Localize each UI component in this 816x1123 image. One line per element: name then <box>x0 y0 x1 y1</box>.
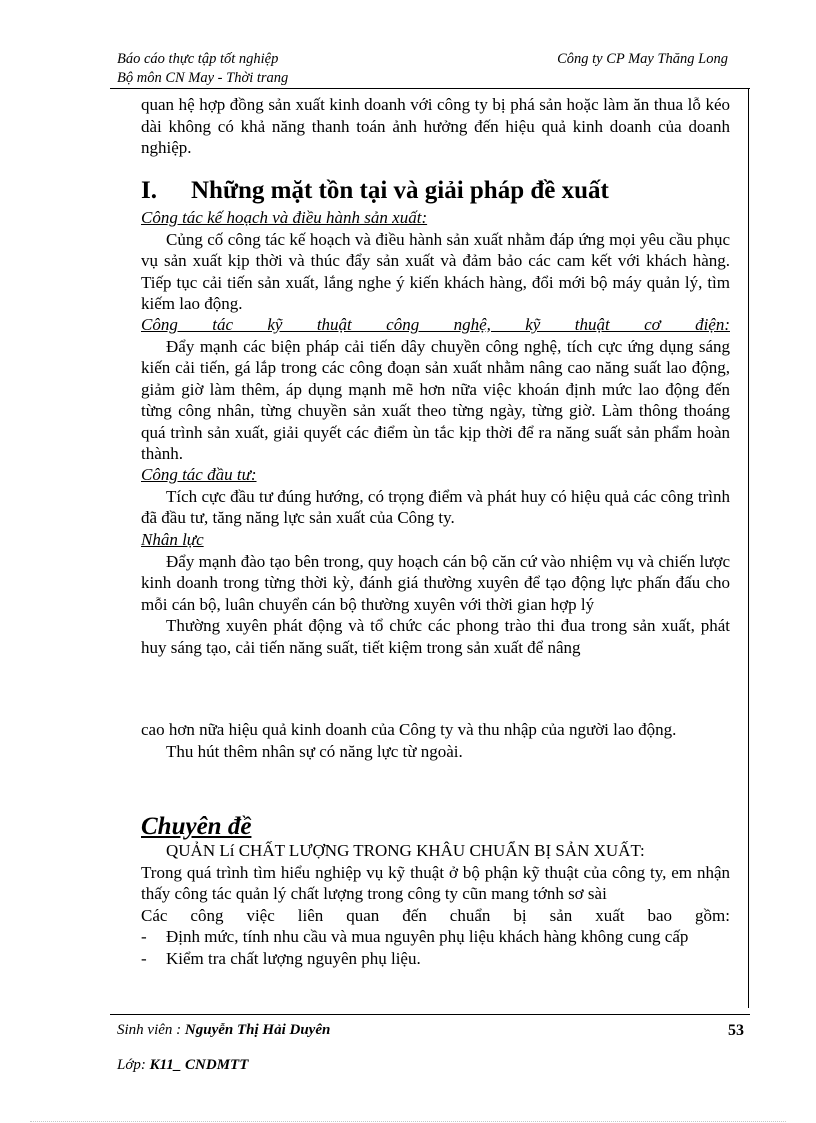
paragraph: Đẩy mạnh đào tạo bên trong, quy hoạch cán bộ căn cứ vào nhiệm vụ và chiến lược kinh doanh trong từng thời kỳ, đánh giá thường xuyên để tạo động lực phấn đấu cho mỗi cán bộ, luân chuyển cán bộ thường xuyên với thời gian hợp lý <box>141 551 730 614</box>
section-title: Những mặt tồn tại và giải pháp đề xuất <box>191 177 609 204</box>
subsection-hr <box>141 529 730 658</box>
class-value: K11_ CNDMTT <box>149 1057 249 1073</box>
student-name: Nguyễn Thị Hải Duyên <box>184 1022 331 1038</box>
footer-class <box>117 1056 248 1075</box>
subsection-planning <box>141 207 730 315</box>
bullet-dash: - <box>141 927 147 946</box>
list-item <box>141 926 730 948</box>
paragraph: Trong quá trình tìm hiểu nghiệp vụ kỹ thuật ở bộ phận kỹ thuật của công ty, em nhận thấy công tác quản lý chất lượng trong công ty cũn mang tớnh sơ sài <box>141 862 730 903</box>
paragraph: Tích cực đầu tư đúng hướng, có trọng điểm và phát huy có hiệu quả các công trình đã đầu tư, tăng năng lực sản xuất của Công ty. <box>141 486 730 527</box>
list-item-text: Kiểm tra chất lượng nguyên phụ liệu. <box>166 948 421 968</box>
list-item-text: Định mức, tính nhu cầu và mua nguyên phụ liệu khách hàng không cung cấp <box>166 927 689 946</box>
footer-student <box>117 1021 330 1040</box>
intro-paragraph: quan hệ hợp đồng sản xuất kinh doanh với công ty bị phá sản hoặc làm ăn thua lỗ kéo dài không có khả năng thanh toán ảnh hưởng đến hiệu quả kinh doanh của doanh nghiệp. <box>141 95 730 157</box>
paragraph: Đẩy mạnh các biện pháp cải tiến dây chuyền công nghệ, tích cực ứng dụng sáng kiến cải tiến, gá lắp trong các công đoạn sản xuất nhằm nâng cao năng suất lao động, giảm giờ làm thêm, áp dụng mạnh mẽ hơn nữa việc khoán định mức lao động đến từng công nhân, từng chuyền sản xuất theo từng ngày, từng giờ. Làm thông thoáng quá trình sản xuất, giải quyết các điểm ùn tắc kịp thời để ra năng suất sản phẩm hoàn thành. <box>141 336 730 463</box>
header-company: Công ty CP May Thăng Long <box>557 51 728 67</box>
header-report-title: Báo cáo thực tập tốt nghiệp <box>117 51 279 67</box>
subsection-heading: Công tác kỹ thuật công nghệ, kỹ thuật cơ điện: <box>141 315 730 334</box>
student-label: Sinh viên : <box>117 1022 185 1038</box>
subsection-investment <box>141 464 730 529</box>
paragraph: Thường xuyên phát động và tổ chức các phong trào thi đua trong sản xuất, phát huy sáng tạo, cải tiến năng suất, tiết kiệm trong sản xuất để nâng <box>141 616 730 657</box>
header-left <box>117 50 288 88</box>
page-number: 53 <box>728 1022 744 1039</box>
subsection-heading: Công tác kế hoạch và điều hành sản xuất: <box>141 208 428 227</box>
page-bottom-dotted-line <box>30 1121 786 1122</box>
section-number: I. <box>141 177 157 204</box>
topic-title: QUẢN Lí CHẤT LƯỢNG TRONG KHÂU CHUẨN BỊ SẢN XUẤT: <box>166 841 645 860</box>
header-department: Bộ môn CN May - Thời trang <box>117 70 289 86</box>
section-heading <box>141 176 609 206</box>
topic-heading: Chuyên đề <box>141 813 252 840</box>
paragraph: Củng cố công tác kế hoạch và điều hành sản xuất nhằm đáp ứng mọi yêu cầu phục vụ sản xuất kịp thời và thúc đẩy sản xuất và đảm bảo các cam kết với khách hàng. Tiếp tục cải tiến sản xuất, lắng nghe ý kiến khách hàng, đổi mới bộ máy quản lý, tìm kiếm lao động. <box>141 229 730 313</box>
subsection-heading: Công tác đầu tư: <box>141 465 257 484</box>
hr-continued <box>141 719 730 762</box>
paragraph: cao hơn nữa hiệu quả kinh doanh của Công ty và thu nhập của người lao động. <box>141 720 677 739</box>
subsection-heading: Nhân lực <box>141 530 204 549</box>
list-item <box>141 948 730 970</box>
paragraph: Thu hút thêm nhân sự có năng lực từ ngoài. <box>166 741 463 761</box>
footer-divider <box>110 1014 750 1015</box>
paragraph: Các công việc liên quan đến chuẩn bị sản xuất bao gồm: <box>141 905 730 925</box>
topic-body <box>141 840 730 969</box>
class-label: Lớp: <box>117 1057 150 1073</box>
subsection-technical <box>141 314 730 465</box>
page-border-right <box>748 88 749 1008</box>
bullet-dash: - <box>141 948 147 968</box>
header-divider <box>110 88 750 89</box>
